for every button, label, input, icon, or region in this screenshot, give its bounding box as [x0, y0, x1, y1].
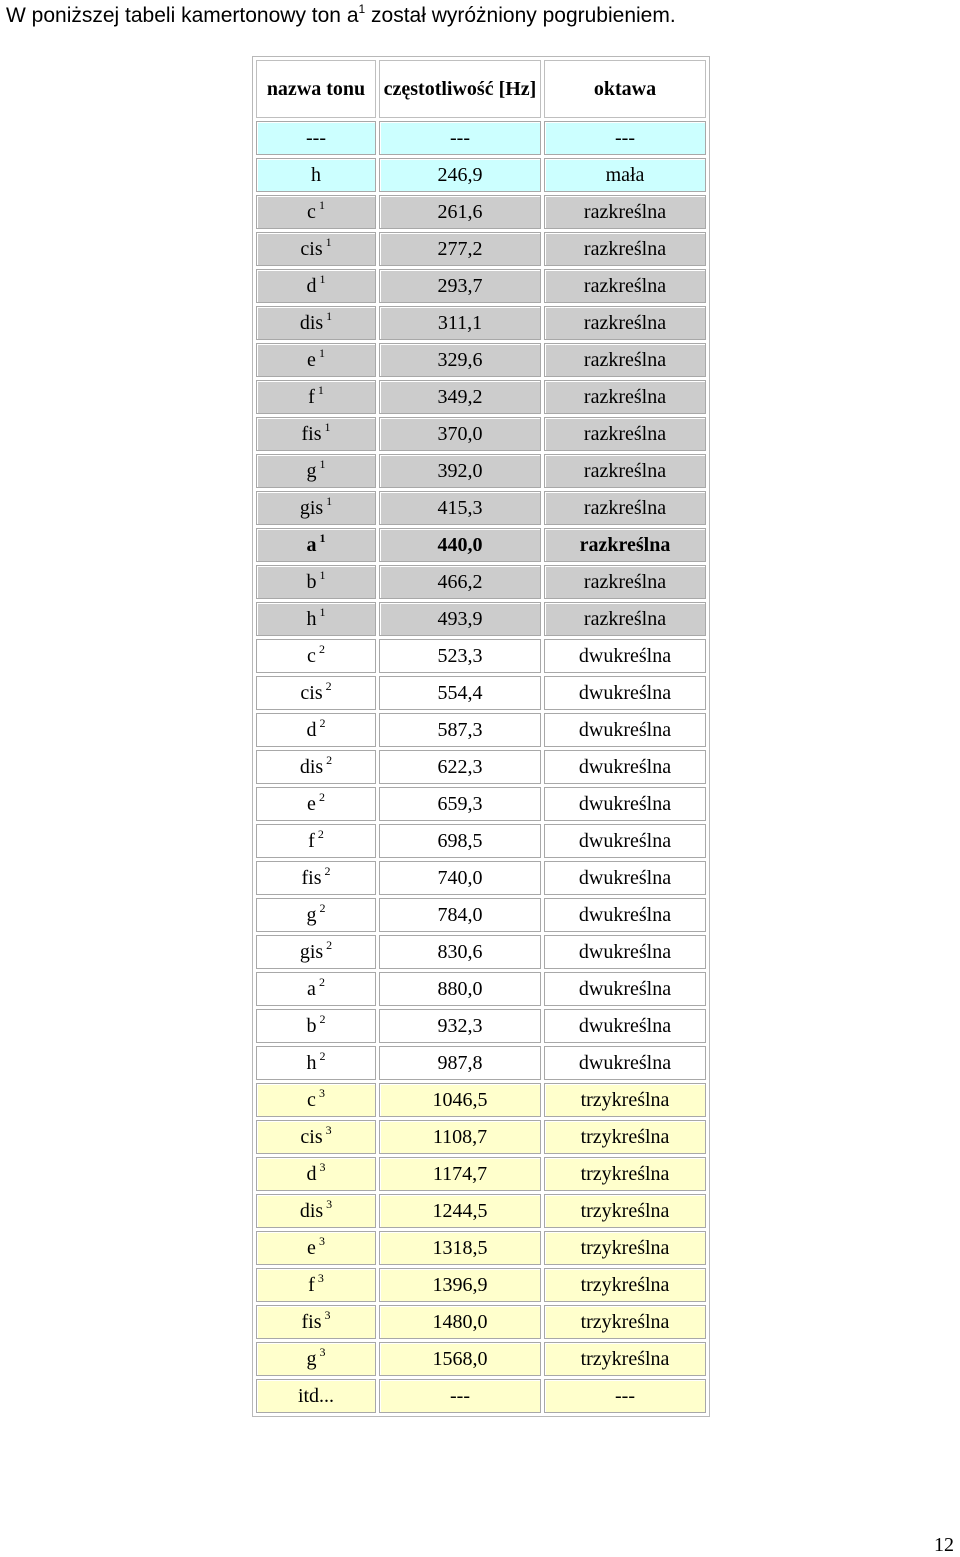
table-body: [256, 121, 706, 1413]
frequency-cell: 1480,0: [379, 1305, 541, 1339]
table-row: [256, 417, 706, 451]
frequency-cell: 329,6: [379, 343, 541, 377]
note-octave-superscript: 2: [319, 1048, 326, 1063]
note-octave-superscript: 1: [318, 197, 325, 212]
note-octave-superscript: 3: [325, 1122, 332, 1137]
frequency-cell: 554,4: [379, 676, 541, 710]
table-row: [256, 676, 706, 710]
table-row: [256, 861, 706, 895]
table-row: [256, 713, 706, 747]
table-row: [256, 528, 706, 562]
tone-frequency-table: [252, 56, 710, 1417]
table-row: [256, 343, 706, 377]
note-name: e: [307, 348, 316, 371]
note-name-cell: [256, 269, 376, 303]
note-octave-superscript: 1: [324, 419, 331, 434]
note-name-cell: [256, 602, 376, 636]
octave-cell: trzykreślna: [544, 1083, 706, 1117]
frequency-cell: 440,0: [379, 528, 541, 562]
note-name-cell: [256, 158, 376, 192]
octave-cell: mała: [544, 158, 706, 192]
octave-cell: razkreślna: [544, 565, 706, 599]
frequency-cell: ---: [379, 121, 541, 155]
table-row: [256, 1157, 706, 1191]
octave-cell: trzykreślna: [544, 1342, 706, 1376]
frequency-cell: 1318,5: [379, 1231, 541, 1265]
frequency-cell: 1396,9: [379, 1268, 541, 1302]
octave-cell: ---: [544, 1379, 706, 1413]
note-name: h: [311, 163, 321, 186]
note-name: cis: [300, 237, 323, 260]
frequency-cell: 311,1: [379, 306, 541, 340]
octave-cell: ---: [544, 121, 706, 155]
table-row: [256, 306, 706, 340]
note-octave-superscript: 2: [326, 752, 333, 767]
header-octave: oktawa: [544, 60, 706, 118]
note-name: h: [306, 1051, 317, 1074]
frequency-cell: 1046,5: [379, 1083, 541, 1117]
note-name: e: [307, 1236, 316, 1259]
note-octave-superscript: 3: [324, 1307, 331, 1322]
note-name: f: [308, 1273, 315, 1296]
intro-superscript: 1: [358, 2, 366, 16]
octave-cell: trzykreślna: [544, 1231, 706, 1265]
octave-cell: dwukreślna: [544, 713, 706, 747]
note-name-cell: [256, 1120, 376, 1154]
octave-cell: dwukreślna: [544, 1046, 706, 1080]
note-octave-superscript: 2: [318, 641, 325, 656]
note-octave-superscript: 1: [326, 308, 333, 323]
note-octave-superscript: 2: [319, 715, 326, 730]
note-name: gis: [299, 496, 324, 519]
table-row: [256, 1342, 706, 1376]
table-row: [256, 195, 706, 229]
octave-cell: trzykreślna: [544, 1305, 706, 1339]
note-name-cell: [256, 1305, 376, 1339]
octave-cell: dwukreślna: [544, 787, 706, 821]
octave-cell: dwukreślna: [544, 824, 706, 858]
note-name-cell: [256, 491, 376, 525]
note-octave-superscript: 2: [326, 937, 333, 952]
note-name-cell: [256, 898, 376, 932]
frequency-cell: 415,3: [379, 491, 541, 525]
note-name-cell: [256, 1046, 376, 1080]
note-octave-superscript: 1: [317, 382, 324, 397]
frequency-cell: 293,7: [379, 269, 541, 303]
octave-cell: razkreślna: [544, 528, 706, 562]
frequency-cell: 277,2: [379, 232, 541, 266]
page-number: 12: [934, 1534, 954, 1556]
table-row: [256, 454, 706, 488]
note-name: itd...: [297, 1384, 335, 1407]
table-row: [256, 1379, 706, 1413]
note-name: dis: [299, 755, 324, 778]
note-name-cell: [256, 1268, 376, 1302]
frequency-cell: 523,3: [379, 639, 541, 673]
note-name: gis: [299, 940, 324, 963]
table-row: [256, 1268, 706, 1302]
note-name: fis: [301, 866, 322, 889]
note-name-cell: [256, 121, 376, 155]
frequency-cell: 830,6: [379, 935, 541, 969]
octave-cell: dwukreślna: [544, 1009, 706, 1043]
frequency-cell: 932,3: [379, 1009, 541, 1043]
frequency-cell: 392,0: [379, 454, 541, 488]
frequency-cell: 349,2: [379, 380, 541, 414]
octave-cell: razkreślna: [544, 491, 706, 525]
intro-text: [6, 4, 676, 28]
note-name-cell: [256, 750, 376, 784]
note-name: d: [306, 1162, 317, 1185]
frequency-cell: 1244,5: [379, 1194, 541, 1228]
note-name-cell: [256, 1157, 376, 1191]
note-name-cell: [256, 935, 376, 969]
table-row: [256, 824, 706, 858]
note-name-cell: [256, 1231, 376, 1265]
frequency-cell: 370,0: [379, 417, 541, 451]
octave-cell: trzykreślna: [544, 1268, 706, 1302]
note-octave-superscript: 2: [318, 974, 325, 989]
note-octave-superscript: 3: [319, 1159, 326, 1174]
frequency-cell: 1568,0: [379, 1342, 541, 1376]
frequency-cell: ---: [379, 1379, 541, 1413]
note-name: b: [306, 570, 317, 593]
note-octave-superscript: 3: [317, 1270, 324, 1285]
note-name-cell: [256, 639, 376, 673]
octave-cell: trzykreślna: [544, 1157, 706, 1191]
note-name: e: [307, 792, 316, 815]
table-row: [256, 1231, 706, 1265]
note-name: dis: [299, 1199, 324, 1222]
note-name-cell: [256, 972, 376, 1006]
table-row: [256, 232, 706, 266]
note-octave-superscript: 1: [318, 345, 325, 360]
octave-cell: razkreślna: [544, 195, 706, 229]
note-name: a: [307, 977, 316, 1000]
note-name-cell: [256, 343, 376, 377]
table-row: [256, 380, 706, 414]
note-name-cell: [256, 565, 376, 599]
note-name-cell: [256, 380, 376, 414]
note-name-cell: [256, 454, 376, 488]
note-octave-superscript: 1: [319, 530, 326, 545]
note-octave-superscript: 2: [319, 900, 326, 915]
octave-cell: dwukreślna: [544, 676, 706, 710]
octave-cell: dwukreślna: [544, 639, 706, 673]
frequency-cell: 1174,7: [379, 1157, 541, 1191]
note-octave-superscript: 3: [326, 1196, 333, 1211]
note-name: dis: [299, 311, 324, 334]
octave-cell: dwukreślna: [544, 972, 706, 1006]
note-name: g: [306, 903, 317, 926]
intro-text-start: W poniższej tabeli kamertonowy ton a: [6, 4, 359, 27]
frequency-cell: 987,8: [379, 1046, 541, 1080]
table-row: [256, 158, 706, 192]
note-name-cell: [256, 232, 376, 266]
table-row: [256, 787, 706, 821]
note-octave-superscript: 2: [319, 1011, 326, 1026]
intro-text-end: został wyróżniony pogrubieniem.: [365, 4, 676, 27]
note-octave-superscript: 1: [319, 456, 326, 471]
note-name-cell: [256, 713, 376, 747]
note-name: c: [307, 1088, 316, 1111]
note-name-cell: [256, 861, 376, 895]
table-row: [256, 1083, 706, 1117]
frequency-cell: 659,3: [379, 787, 541, 821]
octave-cell: trzykreślna: [544, 1120, 706, 1154]
note-name-cell: [256, 195, 376, 229]
note-name: fis: [301, 422, 322, 445]
note-name: f: [308, 829, 315, 852]
note-name: a: [306, 533, 317, 556]
note-name: d: [306, 718, 317, 741]
note-octave-superscript: 2: [325, 678, 332, 693]
octave-cell: dwukreślna: [544, 861, 706, 895]
note-name: c: [307, 200, 316, 223]
table-row: [256, 1305, 706, 1339]
table-row: [256, 898, 706, 932]
octave-cell: razkreślna: [544, 232, 706, 266]
note-name: h: [306, 607, 317, 630]
frequency-cell: 466,2: [379, 565, 541, 599]
header-frequency: częstotliwość [Hz]: [379, 60, 541, 118]
frequency-cell: 740,0: [379, 861, 541, 895]
note-octave-superscript: 1: [319, 271, 326, 286]
octave-cell: dwukreślna: [544, 898, 706, 932]
table-row: [256, 935, 706, 969]
note-octave-superscript: 3: [318, 1233, 325, 1248]
note-octave-superscript: 1: [319, 567, 326, 582]
note-name: g: [306, 1347, 317, 1370]
table-row: [256, 602, 706, 636]
note-name: cis: [300, 681, 323, 704]
note-name-cell: [256, 1083, 376, 1117]
frequency-cell: 784,0: [379, 898, 541, 932]
octave-cell: razkreślna: [544, 417, 706, 451]
frequency-cell: 246,9: [379, 158, 541, 192]
table-row: [256, 121, 706, 155]
octave-cell: trzykreślna: [544, 1194, 706, 1228]
note-octave-superscript: 2: [317, 826, 324, 841]
table-header-row: [256, 60, 706, 118]
note-name-cell: [256, 528, 376, 562]
note-name-cell: [256, 824, 376, 858]
note-name-cell: [256, 1379, 376, 1413]
note-name: g: [306, 459, 317, 482]
octave-cell: dwukreślna: [544, 750, 706, 784]
table-row: [256, 491, 706, 525]
table-row: [256, 1009, 706, 1043]
note-name: cis: [300, 1125, 323, 1148]
frequency-cell: 1108,7: [379, 1120, 541, 1154]
note-name: b: [306, 1014, 317, 1037]
table-row: [256, 1120, 706, 1154]
table-row: [256, 1046, 706, 1080]
note-name: c: [307, 644, 316, 667]
octave-cell: razkreślna: [544, 454, 706, 488]
octave-cell: dwukreślna: [544, 935, 706, 969]
table-row: [256, 565, 706, 599]
octave-cell: razkreślna: [544, 269, 706, 303]
octave-cell: razkreślna: [544, 306, 706, 340]
frequency-cell: 622,3: [379, 750, 541, 784]
note-name-cell: [256, 1342, 376, 1376]
table-row: [256, 269, 706, 303]
octave-cell: razkreślna: [544, 380, 706, 414]
header-note-name: nazwa tonu: [256, 60, 376, 118]
note-octave-superscript: 1: [325, 234, 332, 249]
frequency-cell: 880,0: [379, 972, 541, 1006]
note-name-cell: [256, 787, 376, 821]
frequency-cell: 493,9: [379, 602, 541, 636]
frequency-cell: 698,5: [379, 824, 541, 858]
note-octave-superscript: 1: [319, 604, 326, 619]
note-name-cell: [256, 1194, 376, 1228]
note-octave-superscript: 3: [319, 1344, 326, 1359]
note-name: fis: [301, 1310, 322, 1333]
note-name: f: [308, 385, 315, 408]
note-name-cell: [256, 417, 376, 451]
table-row: [256, 1194, 706, 1228]
table-row: [256, 972, 706, 1006]
frequency-cell: 261,6: [379, 195, 541, 229]
note-name-cell: [256, 676, 376, 710]
frequency-cell: 587,3: [379, 713, 541, 747]
octave-cell: razkreślna: [544, 602, 706, 636]
table-row: [256, 639, 706, 673]
note-octave-superscript: 2: [318, 789, 325, 804]
note-octave-superscript: 1: [326, 493, 333, 508]
octave-cell: razkreślna: [544, 343, 706, 377]
note-octave-superscript: 2: [324, 863, 331, 878]
note-name: d: [306, 274, 317, 297]
note-name-cell: [256, 306, 376, 340]
table-row: [256, 750, 706, 784]
note-name: ---: [306, 126, 326, 149]
note-octave-superscript: 3: [318, 1085, 325, 1100]
note-name-cell: [256, 1009, 376, 1043]
